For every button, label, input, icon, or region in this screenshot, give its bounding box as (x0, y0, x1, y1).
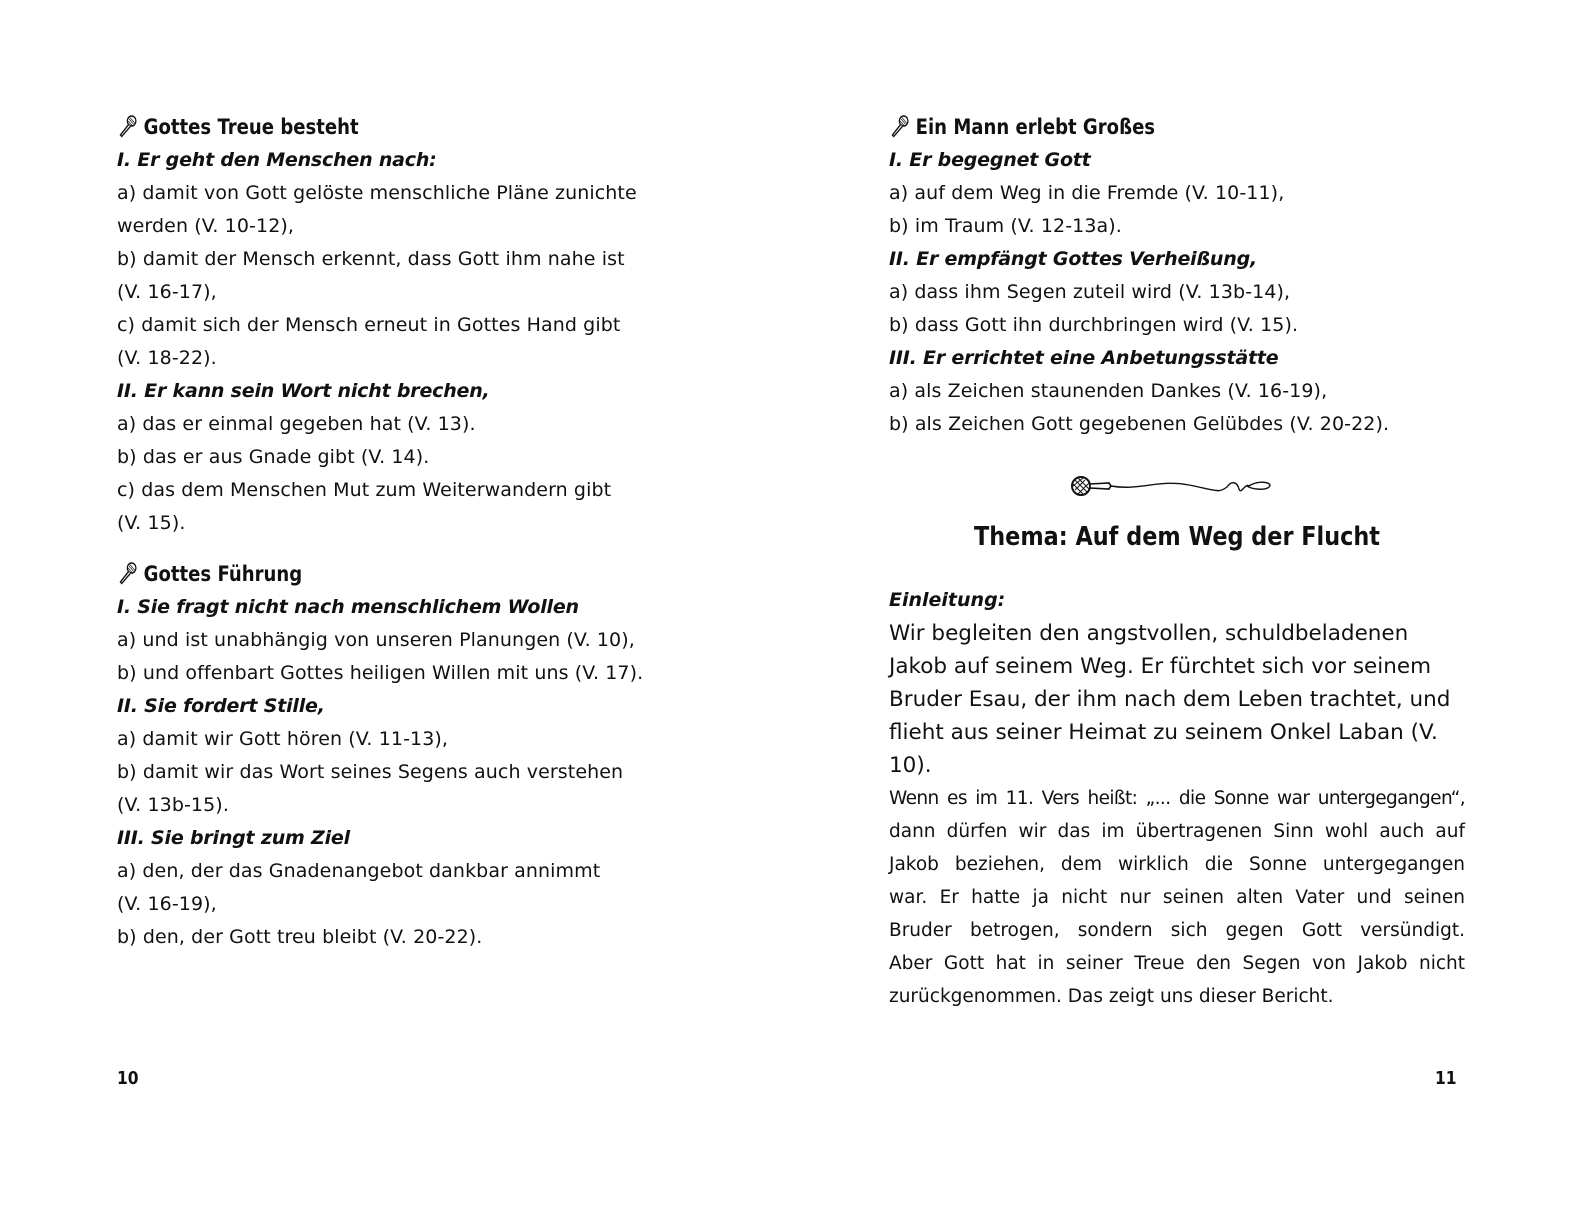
outline-subpoint: c) damit sich der Mensch erneut in Gottes Hand gibt (117, 314, 621, 336)
outline-subpoint: a) und ist unabhängig von unseren Planungen (V. 10), (117, 629, 635, 651)
outline-subpoint: b) das er aus Gnade gibt (V. 14). (117, 446, 430, 468)
paragraph-line: Aber Gott hat in seiner Treue den Segen von Jakob nicht (889, 953, 1465, 974)
outline-point-heading: III. Er errichtet eine Anbetungsstätte (889, 347, 1279, 369)
page-number: 11 (1435, 1068, 1457, 1089)
outline-subpoint: werden (V. 10-12), (117, 215, 295, 237)
microphone-icon (889, 114, 911, 140)
outline-subpoint: b) damit der Mensch erkennt, dass Gott ihm nahe ist (117, 248, 625, 270)
microphone-icon (117, 114, 139, 140)
section-heading (117, 557, 599, 591)
section-title: Gottes Führung (143, 562, 303, 586)
outline-point-heading: II. Er empfängt Gottes Verheißung, (889, 248, 1257, 270)
outline-subpoint: a) den, der das Gnadenangebot dankbar annimmt (117, 860, 601, 882)
outline-subpoint: (V. 13b-15). (117, 794, 229, 816)
left-column (117, 110, 677, 954)
paragraph-line: dann dürfen wir das im übertragenen Sinn wohl auch auf (889, 821, 1465, 842)
section-heading (889, 110, 1384, 144)
outline-subpoint: (V. 15). (117, 512, 186, 534)
right-column (889, 110, 1465, 1013)
outline-point-heading: I. Er geht den Menschen nach: (117, 149, 437, 171)
outline-subpoint: a) das er einmal gegeben hat (V. 13). (117, 413, 476, 435)
outline-subpoint: a) damit von Gott gelöste menschliche Pläne zunichte (117, 182, 637, 204)
outline-point-heading: I. Er begegnet Gott (889, 149, 1091, 171)
outline-subpoint: a) damit wir Gott hören (V. 11-13), (117, 728, 449, 750)
outline-subpoint: a) auf dem Weg in die Fremde (V. 10-11), (889, 182, 1285, 204)
right-page (797, 0, 1594, 1211)
intro-line: Jakob auf seinem Weg. Er fürchtet sich vor seinem (889, 654, 1432, 679)
outline-list (117, 591, 677, 954)
intro-line: Wir begleiten den angstvollen, schuldbeladenen (889, 621, 1409, 646)
microphone-icon (117, 561, 139, 587)
outline-subpoint: a) dass ihm Segen zuteil wird (V. 13b-14), (889, 281, 1291, 303)
outline-list (889, 144, 1465, 441)
outline-subpoint: (V. 16-17), (117, 281, 217, 303)
intro-line: flieht aus seiner Heimat zu seinem Onkel Laban (V. (889, 720, 1438, 745)
paragraph-line: Bruder betrogen, sondern sich gegen Gott versündigt. (889, 920, 1465, 941)
body-paragraph (889, 782, 1465, 1013)
microphone-divider-icon (1069, 469, 1279, 503)
outline-point-heading: II. Er kann sein Wort nicht brechen, (117, 380, 490, 402)
section-heading (117, 110, 599, 144)
outline-subpoint: b) damit wir das Wort seines Segens auch verstehen (117, 761, 624, 783)
intro-text (889, 617, 1465, 782)
outline-list (117, 144, 677, 540)
intro-label: Einleitung: (889, 589, 1006, 611)
outline-point-heading: I. Sie fragt nicht nach menschlichem Wollen (117, 596, 579, 618)
paragraph-line: war. Er hatte ja nicht nur seinen alten Vater und seinen (889, 887, 1465, 908)
outline-subpoint: a) als Zeichen staunenden Dankes (V. 16-19), (889, 380, 1328, 402)
outline-subpoint: b) und offenbart Gottes heiligen Willen mit uns (V. 17). (117, 662, 644, 684)
paragraph-line: Wenn es im 11. Vers heißt: „... die Sonne war untergegangen“, (889, 788, 1465, 809)
outline-subpoint: b) als Zeichen Gott gegebenen Gelübdes (V. 20-22). (889, 413, 1390, 435)
outline-subpoint: b) den, der Gott treu bleibt (V. 20-22). (117, 926, 483, 948)
intro-line: 10). (889, 753, 932, 778)
outline-point-heading: III. Sie bringt zum Ziel (117, 827, 350, 849)
outline-subpoint: (V. 18-22). (117, 347, 217, 369)
paragraph-line: Jakob beziehen, dem wirklich die Sonne untergegangen (889, 854, 1465, 875)
intro-line: Bruder Esau, der ihm nach dem Leben trachtet, und (889, 687, 1451, 712)
outline-subpoint: c) das dem Menschen Mut zum Weiterwandern gibt (117, 479, 612, 501)
outline-subpoint: b) dass Gott ihn durchbringen wird (V. 15). (889, 314, 1299, 336)
section-title: Gottes Treue besteht (143, 115, 359, 139)
outline-subpoint: (V. 16-19), (117, 893, 217, 915)
paragraph-line: zurückgenommen. Das zeigt uns dieser Bericht. (889, 986, 1334, 1007)
outline-subpoint: b) im Traum (V. 12-13a). (889, 215, 1122, 237)
theme-title: Thema: Auf dem Weg der Flucht (974, 522, 1380, 552)
outline-point-heading: II. Sie fordert Stille, (117, 695, 325, 717)
page-number: 10 (117, 1068, 139, 1089)
section-title: Ein Mann erlebt Großes (915, 115, 1156, 139)
